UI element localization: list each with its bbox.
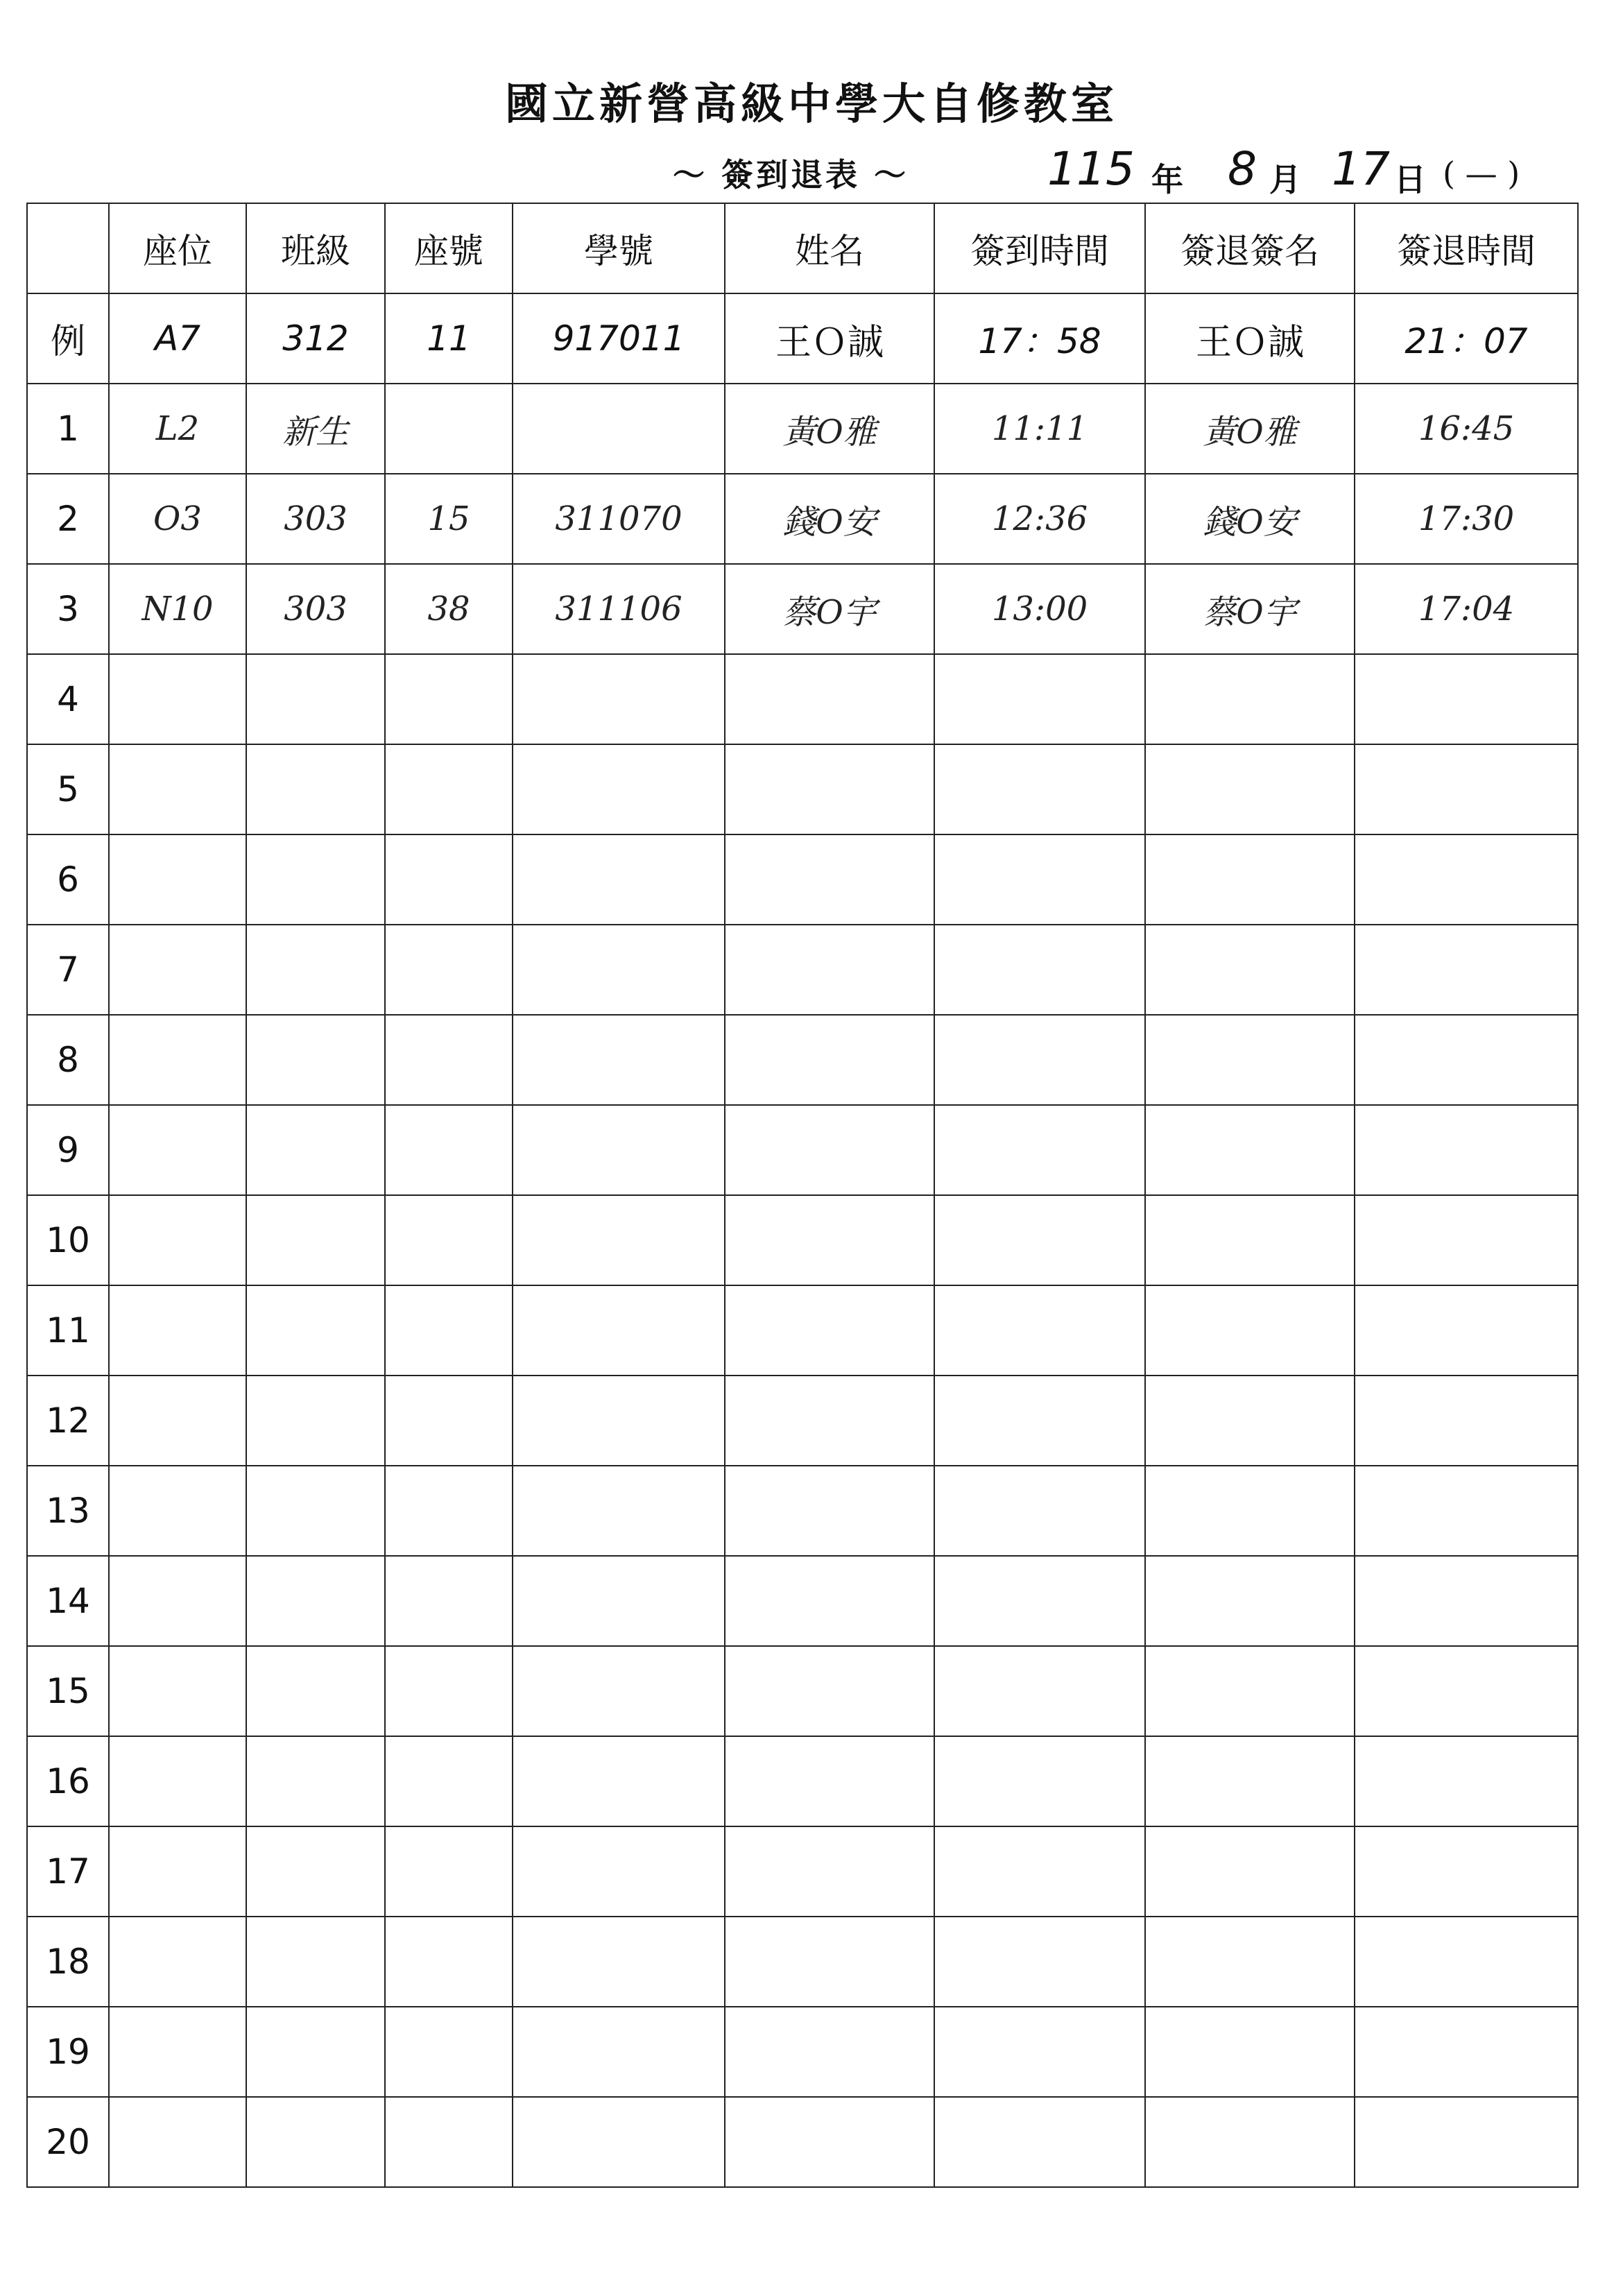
seat-cell [109,2007,246,2097]
name-cell: 蔡O宇 [725,564,934,654]
seat-cell [109,834,246,925]
col-header-sign-in-time: 簽到時間 [934,203,1145,293]
name-cell [725,1195,934,1285]
seat-cell [109,1826,246,1917]
sign-out-name-cell [1145,744,1355,834]
name-cell: 錢O安 [725,474,934,564]
name-cell [725,925,934,1015]
name-cell [725,834,934,925]
sign-in-cell [934,925,1145,1015]
row-number: 14 [27,1556,109,1646]
class-cell [246,834,385,925]
sign-in-cell [934,2007,1145,2097]
seat-no-cell [385,1556,513,1646]
name-cell [725,1105,934,1195]
seat-cell [109,1917,246,2007]
seat-cell [109,744,246,834]
example-name: 王Ｏ誠 [725,293,934,384]
sign-out-time-cell: 17:04 [1355,564,1578,654]
table-row [27,2007,1578,2097]
sign-in-cell [934,654,1145,744]
sign-out-time-cell [1355,1556,1578,1646]
row-number: 16 [27,1736,109,1826]
student-id-cell [513,1917,725,2007]
name-cell [725,1466,934,1556]
table-row [27,834,1578,925]
table-row [27,1105,1578,1195]
row-number: 15 [27,1646,109,1736]
sign-out-time-cell [1355,1646,1578,1736]
class-cell [246,744,385,834]
class-cell [246,654,385,744]
sign-out-name-cell [1145,2097,1355,2187]
example-label: 例 [27,293,109,384]
sign-out-name-cell [1145,2007,1355,2097]
row-number: 10 [27,1195,109,1285]
sign-in-cell [934,1917,1145,2007]
sign-out-name-cell: 錢O安 [1145,474,1355,564]
table-row [27,654,1578,744]
table-row [27,1466,1578,1556]
name-cell [725,1826,934,1917]
seat-no-cell [385,2007,513,2097]
class-cell [246,1826,385,1917]
sign-out-name-cell [1145,1736,1355,1826]
col-header-student-id: 學號 [513,203,725,293]
class-cell: 303 [246,474,385,564]
row-number: 13 [27,1466,109,1556]
example-sign-out-name: 王Ｏ誠 [1145,293,1355,384]
class-cell [246,925,385,1015]
sign-out-name-cell [1145,1376,1355,1466]
table-row [27,1376,1578,1466]
seat-cell [109,654,246,744]
name-cell [725,654,934,744]
seat-cell [109,1466,246,1556]
row-number: 20 [27,2097,109,2187]
sign-out-name-cell [1145,1466,1355,1556]
sign-in-cell [934,1376,1145,1466]
row-number: 17 [27,1826,109,1917]
student-id-cell: 311070 [513,474,725,564]
table-row [27,384,1578,474]
sign-in-cell [934,1195,1145,1285]
sign-out-time-cell [1355,925,1578,1015]
sign-in-cell [934,1105,1145,1195]
table-row [27,1015,1578,1105]
day-value: 17 [1332,142,1390,196]
student-id-cell [513,1285,725,1376]
example-seat: A7 [109,293,246,384]
table-row [27,564,1578,654]
row-number: 19 [27,2007,109,2097]
sign-out-time-cell: 16:45 [1355,384,1578,474]
sign-out-time-cell [1355,1285,1578,1376]
class-cell [246,1736,385,1826]
month-label: 月 [1269,161,1301,198]
seat-no-cell [385,744,513,834]
sign-out-time-cell: 17:30 [1355,474,1578,564]
sign-out-time-cell [1355,1466,1578,1556]
sign-out-name-cell [1145,1826,1355,1917]
col-header-class: 班級 [246,203,385,293]
seat-no-cell [385,1466,513,1556]
seat-cell [109,1285,246,1376]
sign-out-name-cell: 蔡O宇 [1145,564,1355,654]
student-id-cell [513,1826,725,1917]
class-cell [246,1466,385,1556]
sign-out-time-cell [1355,1826,1578,1917]
sign-out-time-cell [1355,1736,1578,1826]
example-student-id: 917011 [513,293,725,384]
table-row [27,1195,1578,1285]
seat-no-cell [385,1376,513,1466]
sign-out-time-cell [1355,744,1578,834]
name-cell [725,1646,934,1736]
student-id-cell [513,2007,725,2097]
student-id-cell [513,1646,725,1736]
col-header-seat: 座位 [109,203,246,293]
seat-no-cell: 38 [385,564,513,654]
seat-cell [109,1015,246,1105]
sign-in-cell [934,1556,1145,1646]
sign-out-time-cell [1355,2097,1578,2187]
name-cell: 黃O雅 [725,384,934,474]
sign-in-table [26,203,1579,2188]
seat-no-cell [385,834,513,925]
sign-out-name-cell [1145,1105,1355,1195]
student-id-cell [513,1105,725,1195]
seat-no-cell [385,384,513,474]
seat-cell [109,925,246,1015]
name-cell [725,744,934,834]
table-row [27,925,1578,1015]
student-id-cell [513,1195,725,1285]
seat-cell: L2 [109,384,246,474]
year-value: 115 [1047,142,1135,196]
seat-no-cell: 15 [385,474,513,564]
seat-no-cell [385,2097,513,2187]
student-id-cell [513,1466,725,1556]
sign-out-time-cell [1355,1015,1578,1105]
sign-out-time-cell [1355,1917,1578,2007]
seat-no-cell [385,1826,513,1917]
sign-out-name-cell [1145,834,1355,925]
name-cell [725,1736,934,1826]
sign-out-name-cell [1145,1917,1355,2007]
seat-no-cell [385,1736,513,1826]
student-id-cell [513,834,725,925]
class-cell [246,1105,385,1195]
name-cell [725,1015,934,1105]
class-cell [246,1195,385,1285]
sign-in-cell [934,1015,1145,1105]
table-row [27,2097,1578,2187]
row-number: 2 [27,474,109,564]
student-id-cell: 311106 [513,564,725,654]
example-sign-out-time: 21：07 [1355,293,1578,384]
class-cell [246,2007,385,2097]
row-number: 3 [27,564,109,654]
month-value: 8 [1228,142,1257,196]
class-cell [246,1285,385,1376]
sign-out-time-cell [1355,1376,1578,1466]
sign-in-cell [934,2097,1145,2187]
name-cell [725,1376,934,1466]
table-row [27,1646,1578,1736]
class-cell [246,1376,385,1466]
sign-out-name-cell [1145,1195,1355,1285]
student-id-cell [513,654,725,744]
sign-in-cell [934,1285,1145,1376]
sheet-title: 國立新營高級中學大自修教室 [504,78,1118,129]
student-id-cell [513,1015,725,1105]
example-class: 312 [246,293,385,384]
class-cell [246,2097,385,2187]
seat-no-cell [385,1285,513,1376]
row-number: 6 [27,834,109,925]
seat-no-cell [385,1917,513,2007]
sign-out-time-cell [1355,1195,1578,1285]
table-row [27,1736,1578,1826]
row-number: 4 [27,654,109,744]
sign-in-cell [934,834,1145,925]
col-header-seat-no: 座號 [385,203,513,293]
sign-in-cell [934,1736,1145,1826]
seat-no-cell [385,1195,513,1285]
sign-out-name-cell [1145,654,1355,744]
sign-out-time-cell [1355,834,1578,925]
student-id-cell [513,1376,725,1466]
col-header-sign-out-time: 簽退時間 [1355,203,1578,293]
sign-out-name-cell [1145,1646,1355,1736]
seat-cell [109,1646,246,1736]
row-number: 18 [27,1917,109,2007]
row-number: 8 [27,1015,109,1105]
table-row [27,744,1578,834]
student-id-cell [513,925,725,1015]
col-header-sign-out-signature: 簽退簽名 [1145,203,1355,293]
table-row [27,474,1578,564]
seat-no-cell [385,925,513,1015]
sheet-subtitle: ～ 簽到退表 ～ [673,156,909,194]
seat-no-cell [385,1015,513,1105]
sign-out-time-cell [1355,654,1578,744]
row-number: 9 [27,1105,109,1195]
table-row [27,1285,1578,1376]
row-number: 1 [27,384,109,474]
student-id-cell [513,744,725,834]
student-id-cell [513,2097,725,2187]
seat-cell [109,1556,246,1646]
sign-in-cell: 13:00 [934,564,1145,654]
example-seat-no: 11 [385,293,513,384]
sign-in-cell [934,1826,1145,1917]
example-sign-in: 17：58 [934,293,1145,384]
sign-out-name-cell [1145,925,1355,1015]
class-cell: 303 [246,564,385,654]
col-header-index [27,203,109,293]
sign-out-time-cell [1355,1105,1578,1195]
table-row [27,1826,1578,1917]
name-cell [725,2007,934,2097]
col-header-name: 姓名 [725,203,934,293]
date-line [0,142,1623,205]
sign-out-name-cell [1145,1285,1355,1376]
day-label: 日 [1394,161,1426,198]
seat-cell: O3 [109,474,246,564]
seat-cell [109,2097,246,2187]
sign-in-cell [934,1466,1145,1556]
seat-no-cell [385,654,513,744]
sign-in-cell [934,1646,1145,1736]
class-cell [246,1917,385,2007]
name-cell [725,2097,934,2187]
name-cell [725,1917,934,2007]
seat-no-cell [385,1105,513,1195]
class-cell: 新生 [246,384,385,474]
row-number: 11 [27,1285,109,1376]
name-cell [725,1556,934,1646]
weekday-value: ( — ) [1443,155,1520,192]
row-number: 7 [27,925,109,1015]
sign-in-cell: 11:11 [934,384,1145,474]
sign-out-name-cell [1145,1015,1355,1105]
header-row [27,203,1578,293]
row-number: 5 [27,744,109,834]
table-row [27,1917,1578,2007]
seat-cell [109,1376,246,1466]
class-cell [246,1646,385,1736]
seat-cell: N10 [109,564,246,654]
sign-out-name-cell: 黃O雅 [1145,384,1355,474]
student-id-cell [513,1736,725,1826]
year-label: 年 [1151,161,1183,198]
sign-out-time-cell [1355,2007,1578,2097]
class-cell [246,1015,385,1105]
student-id-cell [513,384,725,474]
student-id-cell [513,1556,725,1646]
seat-cell [109,1195,246,1285]
seat-cell [109,1105,246,1195]
class-cell [246,1556,385,1646]
seat-no-cell [385,1646,513,1736]
sign-out-name-cell [1145,1556,1355,1646]
example-row [27,293,1578,384]
table-row [27,1556,1578,1646]
row-number: 12 [27,1376,109,1466]
seat-cell [109,1736,246,1826]
sign-in-cell [934,744,1145,834]
name-cell [725,1285,934,1376]
sign-in-cell: 12:36 [934,474,1145,564]
